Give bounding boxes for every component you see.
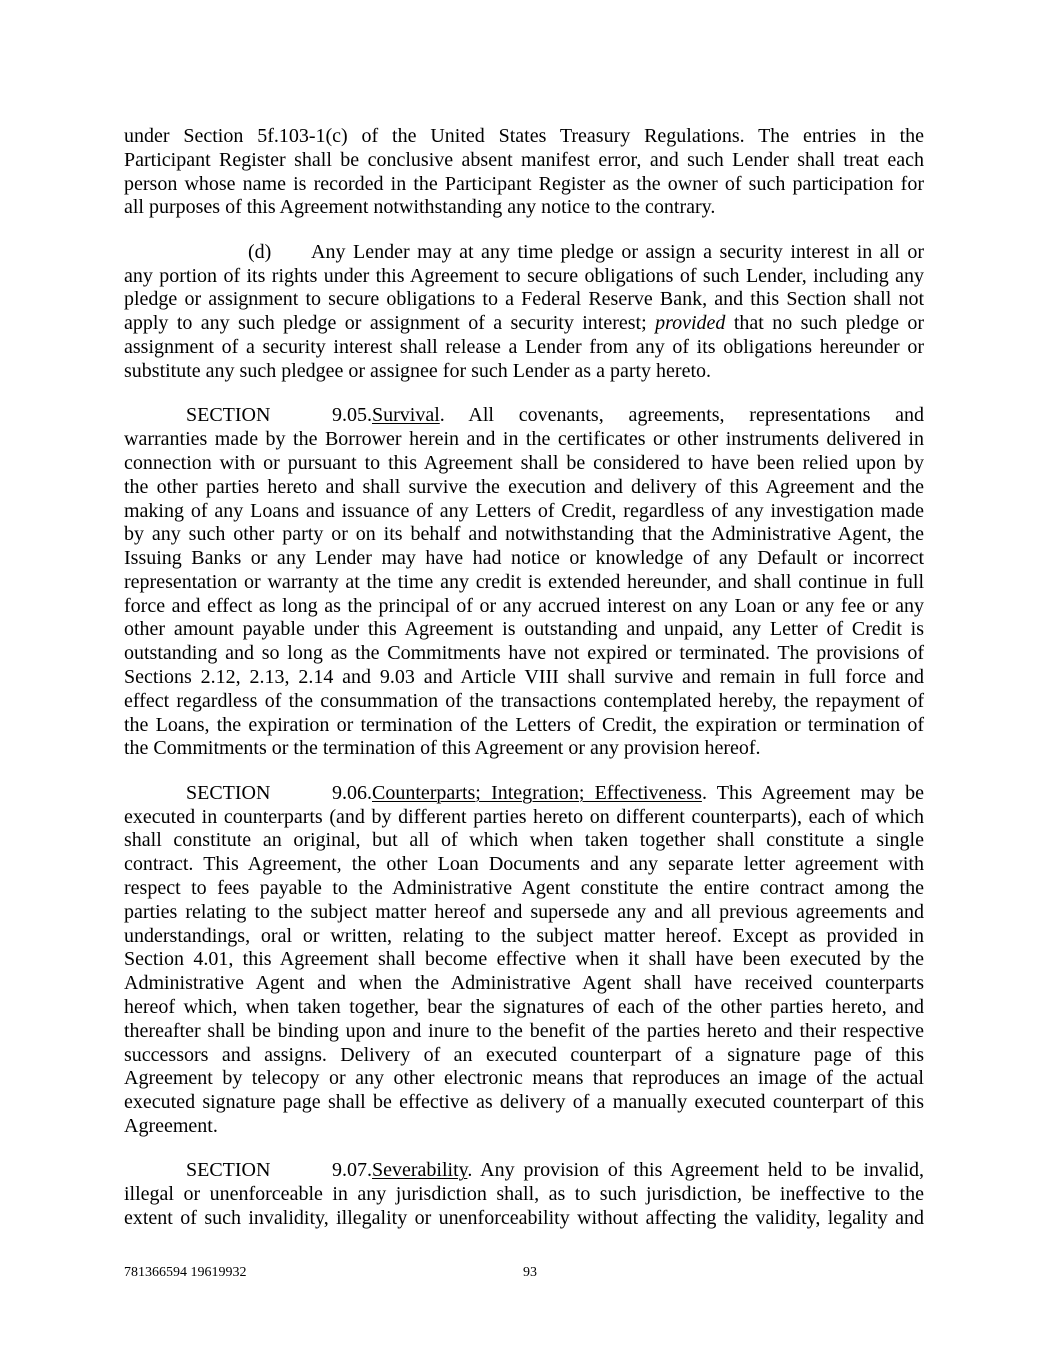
paragraph-line: Agreement by telecopy or any other electronic means that reproduces an image of the actual (124, 1067, 924, 1090)
paragraph-line: outstanding and so long as the Commitments have not expired or terminated. The provisions of (124, 642, 924, 665)
paragraph-line: thereafter shall be binding upon and inure to the benefit of the parties hereto and their respective (124, 1019, 924, 1042)
paragraph-line: force and effect as long as the principal of or any accrued interest on any Loan or any fee or any (124, 594, 924, 617)
document-body (124, 125, 924, 1252)
paragraph-participant-register (124, 125, 924, 220)
paragraph-clause-d (124, 241, 924, 384)
paragraph-line: contract. This Agreement, the other Loan Documents and any separate letter agreement with (124, 853, 924, 876)
paragraph-line-text (372, 404, 924, 428)
paragraph-line: extent of such invalidity, illegality or unenforceability without affecting the validity, legality and (124, 1207, 924, 1229)
paragraph-line: under Section 5f.103-1(c) of the United States Treasury Regulations. The entries in the (124, 125, 924, 147)
paragraph-line: person whose name is recorded in the Participant Register as the owner of such participation for (124, 172, 924, 195)
paragraph-line (124, 312, 924, 336)
paragraph-line (124, 1159, 924, 1183)
clause-label: (d) (248, 240, 272, 263)
paragraph-line: executed in counterparts (and by different parties hereto on different counterparts), each of which (124, 805, 924, 828)
paragraph-line: the Loans, the expiration or termination of the Letters of Credit, the expiration or termination of (124, 713, 924, 736)
paragraph-line: substitute any such pledgee or assignee for such Lender as a party hereto. (124, 359, 712, 382)
paragraph-line: executed signature page shall be effective as delivery of a manually executed counterpart of this (124, 1091, 924, 1114)
emphasis-text: provided (655, 312, 726, 335)
section-number: SECTION 9.06. (186, 781, 372, 804)
paragraph-line: all purposes of this Agreement notwithstanding any notice to the contrary. (124, 196, 716, 219)
paragraph-line-text: Any Lender may at any time pledge or assign a security interest in all or (311, 240, 924, 263)
paragraph-line: Administrative Agent and when the Administrative Agent shall have received counterparts (124, 972, 924, 995)
paragraph-line: Participant Register shall be conclusive absent manifest error, and such Lender shall treat each (124, 148, 924, 171)
section-heading: Counterparts; Integration; Effectiveness (372, 781, 702, 804)
paragraph-line: parties relating to the subject matter hereof and supersede any and all previous agreements and (124, 900, 924, 923)
footer-document-id: 781366594 19619932 (124, 1265, 247, 1280)
line-segment: . All covenants, agreements, representations and (439, 404, 924, 427)
paragraph-line: by any such other party or on its behalf and notwithstanding that the Administrative Agent, the (124, 523, 924, 546)
paragraph-line: understandings, oral or written, relating to the subject matter hereof. Except as provided in (124, 924, 924, 947)
section-9-05-survival (124, 404, 924, 761)
paragraph-line-text (372, 1159, 924, 1183)
paragraph-line: the Commitments or the termination of this Agreement or any provision hereof. (124, 737, 761, 760)
paragraph-line: pledge or assignment to secure obligations to a Federal Reserve Bank, and this Section shall not (124, 288, 924, 311)
section-9-06-counterparts (124, 782, 924, 1139)
paragraph-line: effect regardless of the consummation of the transactions contemplated hereby, the repayment of (124, 689, 924, 712)
paragraph-line (124, 782, 924, 806)
paragraph-line: assignment of a security interest shall release a Lender from any of its obligations hereunder or (124, 336, 924, 359)
section-heading: Survival (372, 404, 440, 427)
section-number: SECTION 9.07. (186, 1159, 372, 1182)
paragraph-line: the other parties hereto and shall survive the execution and delivery of this Agreement and the (124, 475, 924, 498)
section-9-07-severability (124, 1159, 924, 1230)
paragraph-line: shall constitute an original, but all of which when taken together shall constitute a single (124, 829, 924, 852)
footer-page-number: 93 (523, 1265, 537, 1280)
paragraph-line: Issuing Banks or any Lender may have had notice or knowledge of any Default or incorrect (124, 547, 924, 570)
paragraph-line: Agreement. (124, 1114, 218, 1137)
paragraph-line (124, 241, 924, 265)
paragraph-line-text (372, 782, 924, 806)
section-heading: Severability (372, 1159, 468, 1182)
section-number: SECTION 9.05. (186, 404, 372, 427)
paragraph-line: connection with or pursuant to this Agreement shall be considered to have been relied upon by (124, 451, 924, 474)
paragraph-line: Section 4.01, this Agreement shall become effective when it shall have been executed by the (124, 948, 924, 971)
paragraph-line: Sections 2.12, 2.13, 2.14 and 9.03 and Article VIII shall survive and remain in full force and (124, 666, 924, 688)
paragraph-line: other amount payable under this Agreement is outstanding and unpaid, any Letter of Credit is (124, 618, 924, 641)
paragraph-line: any portion of its rights under this Agreement to secure obligations of such Lender, including any (124, 264, 924, 287)
paragraph-line: making of any Loans and issuance of any Letters of Credit, regardless of any investigation made (124, 499, 924, 522)
paragraph-line: illegal or unenforceable in any jurisdiction shall, as to such jurisdiction, be ineffective to the (124, 1183, 924, 1206)
line-segment: that no such pledge or (725, 312, 924, 335)
line-segment: . This Agreement may be (701, 781, 924, 804)
paragraph-line: hereof which, when taken together, bear the signatures of each of the other parties hereto, and (124, 995, 924, 1018)
paragraph-line (124, 404, 924, 428)
line-segment: apply to any such pledge or assignment of a security interest; (124, 312, 656, 335)
paragraph-line: representation or warranty at the time any credit is extended hereunder, and shall continue in full (124, 570, 924, 593)
line-segment: . Any provision of this Agreement held to be invalid, (467, 1159, 924, 1182)
paragraph-line: warranties made by the Borrower herein and in the certificates or other instruments delivered in (124, 428, 924, 451)
paragraph-line: respect to fees payable to the Administrative Agent constitute the entire contract among the (124, 877, 924, 900)
paragraph-line: successors and assigns. Delivery of an executed counterpart of a signature page of this (124, 1043, 924, 1066)
